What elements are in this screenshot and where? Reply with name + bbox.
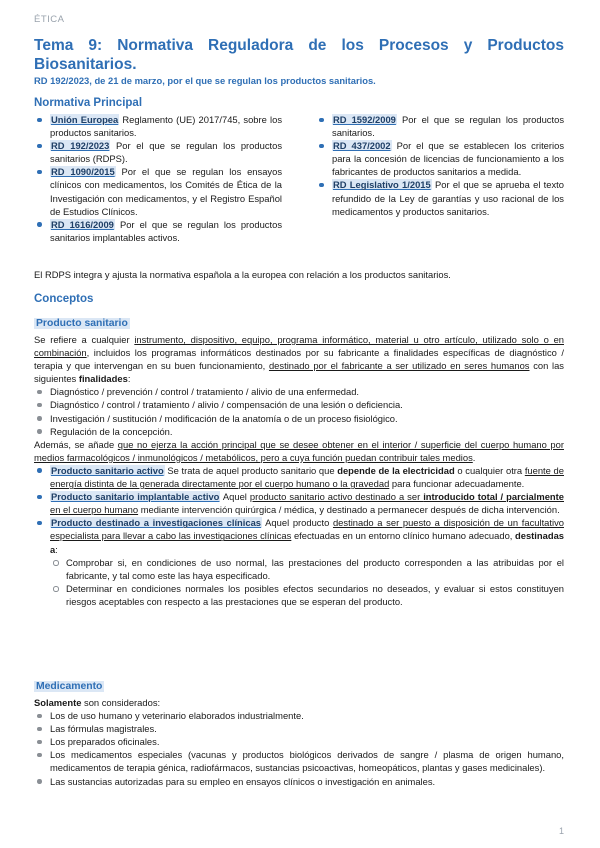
list-item-implantable — [34, 490, 564, 516]
finalidades-list — [34, 385, 564, 437]
bold-text: Solamente — [34, 697, 82, 708]
list-item: Investigación / sustitución / modificación de la anatomía o de un proceso fisiológico. — [34, 412, 564, 425]
text-run: Aquel producto — [262, 517, 333, 529]
list-item: Determinar en condiciones normales los posibles efectos secundarios no deseados, y evaluar si estos constituyen riesgos aceptables con respecto a las prestaciones que se esperan del producto. — [50, 582, 564, 608]
medicamento-list — [34, 709, 564, 788]
list-item — [34, 165, 282, 217]
list-item: Los medicamentos especiales (vacunas y productos biológicos derivados de sangre / plasma de origen humano, medicamentos de terapia génica, radiofármacos, sustancias psicoactivas, homeopáticos, plantas y gases medicinales). — [34, 748, 564, 774]
underlined-text: fuente de energía distinta de la generada directamente por el cuerpo humano o la gravedad — [50, 464, 564, 490]
list-item: Regulación de la concepción. — [34, 425, 564, 438]
law-description: Reglamento (UE) 2017/745, sobre los productos sanitarios. — [50, 114, 283, 139]
producto-sanitario-section — [34, 333, 564, 608]
law-description: Por el que se regulan los productos sanitarios (RDPS). — [50, 140, 283, 165]
law-description: Por el que se regulan los ensayos clínicos con medicamentos, los Comités de Ética de la Investigación con medicamentos, y el Registro Español de Estudios Clínicos. — [50, 166, 283, 217]
law-reference: RD 192/2023 — [51, 140, 110, 152]
list-item — [316, 113, 564, 139]
normativa-note: El RDPS integra y ajusta la normativa española a la europea con relación a los productos sanitarios. — [34, 269, 451, 280]
list-item: Los de uso humano y veterinario elaborados industrialmente. — [34, 709, 564, 722]
list-item — [316, 139, 564, 178]
term-label: Producto sanitario implantable activo — [51, 491, 220, 503]
page-number: 1 — [558, 826, 564, 836]
investigacion-sublist — [50, 556, 564, 608]
list-item: Diagnóstico / prevención / control / tratamiento / alivio de una enfermedad. — [34, 385, 564, 398]
normativa-left-list — [34, 113, 282, 244]
list-item: Diagnóstico / control / tratamiento / alivio / compensación de una lesión o deficiencia. — [34, 398, 564, 411]
text-run: : — [55, 543, 58, 555]
list-item: Las fórmulas magistrales. — [34, 722, 564, 735]
law-reference: RD 1090/2015 — [51, 166, 115, 178]
law-description: Por el que se regulan los productos sanitarios implantables activos. — [50, 218, 283, 243]
law-reference: RD 1616/2009 — [51, 218, 114, 230]
list-item — [34, 113, 282, 139]
law-reference: RD 1592/2009 — [333, 114, 396, 125]
underlined-text: producto sanitario activo destinado a ser — [249, 491, 424, 503]
law-description: Por el que se aprueba el texto refundido de la Ley de garantías y uso racional de los medicamentos y productos sanitarios. — [332, 179, 564, 217]
producto-intro — [34, 333, 564, 385]
text-run: . — [472, 451, 476, 463]
underlined-text: instrumento, dispositivo, equipo, programa informático, material u otro artículo, utilizado solo o en combinación — [34, 334, 564, 359]
text-run: son considerados: — [81, 697, 161, 708]
page-subtitle: RD 192/2023, de 21 de marzo, por el que se regulan los productos sanitarios. — [34, 75, 376, 86]
underlined-text: destinado por el fabricante a ser utilizado en seres humanos — [268, 360, 530, 372]
law-reference: Unión Europea — [51, 114, 119, 125]
underlined-text: que no ejerza la acción principal que se desee obtener en el interior / superficie del cuerpo humano por medios farmacológicos / inmunológicos / metabólicos, pero a cuya función puedan contribuir tales medios — [34, 438, 564, 463]
text-run: , incluidos los programas informáticos destinados por su fabricante a finalidades específicas de diagnóstico / terapia y que intervengan en su buen funcionamiento, — [34, 347, 564, 372]
page-title: Tema 9: Normativa Reguladora de los Procesos y Productos Biosanitarios. — [34, 37, 564, 73]
term-label: Producto destinado a investigaciones clínicas — [51, 517, 262, 529]
text-run: Además, se añade — [34, 438, 118, 450]
bold-text: destinadas a — [50, 530, 564, 555]
normativa-left-column — [34, 113, 282, 244]
list-item — [34, 218, 282, 244]
tipos-producto-list — [34, 464, 564, 608]
term-label: Producto sanitario activo — [51, 464, 164, 476]
list-item — [316, 178, 564, 217]
law-reference: RD 437/2002 — [333, 140, 391, 152]
text-run: para funcionar adecuadamente. — [389, 478, 525, 490]
list-item: Comprobar si, en condiciones de uso normal, las prestaciones del producto corresponden a las atribuidas por el fabricante, y tal como este las haya especificado. — [50, 556, 564, 582]
list-item: Los preparados oficinales. — [34, 735, 564, 748]
list-item-investigacion — [34, 516, 564, 608]
list-item — [34, 139, 282, 165]
text-run: o cualquier otra — [454, 464, 525, 476]
normativa-heading: Normativa Principal — [34, 97, 143, 109]
medicamento-section — [34, 696, 564, 788]
producto-sanitario-heading: Producto sanitario — [36, 318, 128, 329]
text-run: : — [127, 373, 131, 385]
medicamento-intro — [34, 696, 564, 709]
text-run: Se refiere a cualquier — [34, 334, 135, 345]
conceptos-heading: Conceptos — [34, 293, 94, 305]
text-run: mediante intervención quirúrgica / médica, y destinado a permanecer después de dicha intervención. — [138, 504, 560, 516]
text-run: con las siguientes — [34, 360, 564, 385]
text-run: Se trata de aquel producto sanitario que — [164, 464, 338, 476]
text-run: Aquel — [220, 491, 250, 503]
list-item: Las sustancias autorizadas para su empleo en ensayos clínicos o investigación en animales. — [34, 775, 564, 788]
law-reference: RD Legislativo 1/2015 — [333, 179, 431, 191]
underlined-text: en el cuerpo humano — [50, 504, 139, 516]
underlined-text: destinado a ser puesto a disposición de un facultativo especialista para llevar a cabo las investigaciones clínicas — [50, 517, 564, 542]
bold-text: introducido total / parcialmente — [423, 491, 564, 503]
ademas-paragraph — [34, 438, 564, 464]
bold-text: depende de la electricidad — [337, 464, 455, 476]
text-run: efectuadas en un entorno clínico humano adecuado, — [291, 530, 516, 542]
medicamento-heading: Medicamento — [36, 681, 103, 692]
bold-text: finalidades — [78, 373, 128, 385]
list-item-activo — [34, 464, 564, 490]
normativa-right-list — [316, 113, 564, 218]
normativa-right-column — [316, 113, 564, 218]
section-label: ÉTICA — [34, 14, 65, 25]
law-description: Por el que se establecen los criterios para la concesión de licencias de funcionamiento a los fabricantes de productos sanitarios a medida. — [332, 140, 565, 178]
law-description: Por el que se regulan los productos sanitarios. — [332, 114, 565, 139]
